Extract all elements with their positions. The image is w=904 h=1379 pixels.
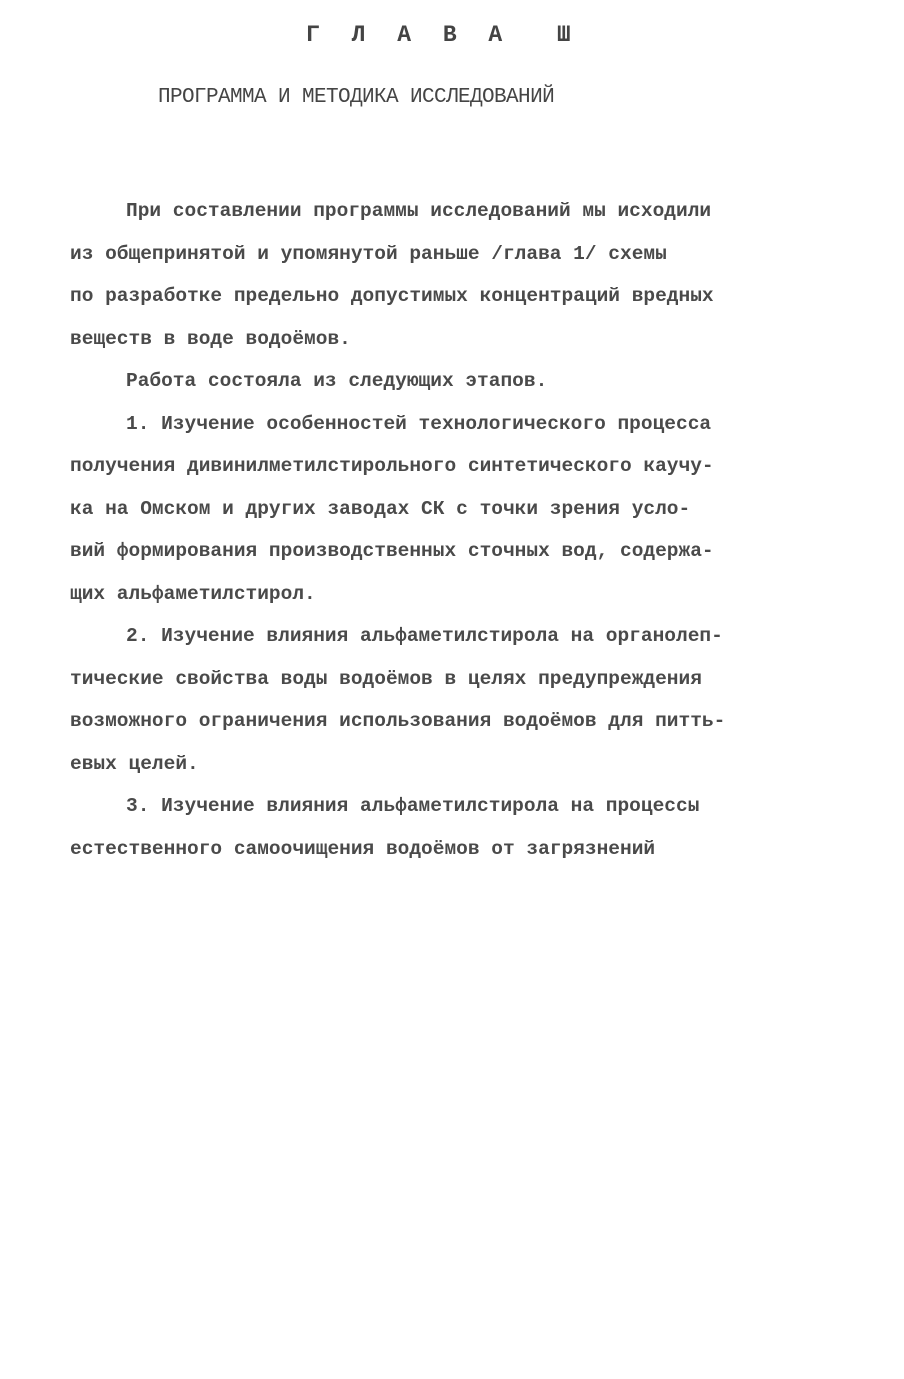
body-text <box>70 190 850 870</box>
text-line: 2. Изучение влияния альфаметилстирола на органолеп- <box>126 625 723 647</box>
text-line: по разработке предельно допустимых концентраций вредных <box>70 285 714 307</box>
text-line: 1. Изучение особенностей технологического процесса <box>126 412 712 435</box>
text-line: вий формирования производственных сточных вод, содержа- <box>70 540 714 562</box>
text-line: Работа состояла из следующих этапов. <box>126 370 548 392</box>
text-line: 3. Изучение влияния альфаметилстирола на процессы <box>126 795 700 817</box>
text-line: веществ в воде водоёмов. <box>70 327 351 350</box>
text-line: естественного самоочищения водоёмов от загрязнений <box>70 837 656 860</box>
text-line: тические свойства воды водоёмов в целях предупреждения <box>70 667 702 690</box>
chapter-heading: Г Л А В А Ш <box>306 22 580 48</box>
text-line: щих альфаметилстирол. <box>70 582 316 605</box>
text-line: из общепринятой и упомянутой раньше /глава 1/ схемы <box>70 242 667 265</box>
chapter-title: ПРОГРАММА И МЕТОДИКА ИССЛЕДОВАНИЙ <box>158 86 555 109</box>
text-line: евых целей. <box>70 752 199 775</box>
text-line: ка на Омском и других заводах СК с точки зрения усло- <box>70 497 691 520</box>
text-line: При составлении программы исследований мы исходили <box>126 200 712 222</box>
text-line: получения дивинилметилстирольного синтетического каучу- <box>70 455 714 477</box>
text-line: возможного ограничения использования водоёмов для питть- <box>70 710 726 732</box>
